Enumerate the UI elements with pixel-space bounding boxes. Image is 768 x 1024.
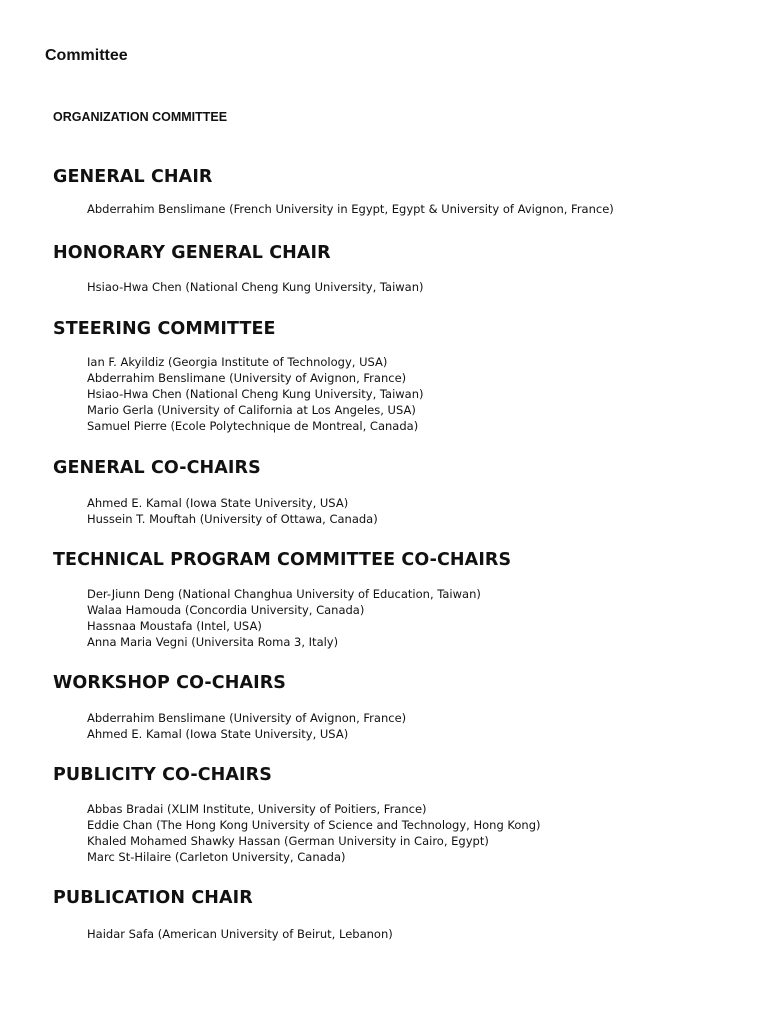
member-entry: Anna Maria Vegni (Universita Roma 3, Italy) xyxy=(87,634,339,649)
member-entry: Hsiao-Hwa Chen (National Cheng Kung University, Taiwan) xyxy=(87,386,424,401)
section-general-chair xyxy=(53,166,614,218)
member-entry: Walaa Hamouda (Concordia University, Canada) xyxy=(87,602,365,617)
section-general-co-chairs xyxy=(53,457,378,528)
section-heading: HONORARY GENERAL CHAIR xyxy=(53,243,331,263)
member-list xyxy=(53,587,511,651)
member-entry: Samuel Pierre (Ecole Polytechnique de Montreal, Canada) xyxy=(87,418,419,433)
section-heading: WORKSHOP CO-CHAIRS xyxy=(53,673,286,693)
member-list xyxy=(53,711,406,743)
member-entry: Der-Jiunn Deng (National Changhua University of Education, Taiwan) xyxy=(87,587,481,601)
member-list xyxy=(53,927,393,943)
member-entry: Hsiao-Hwa Chen (National Cheng Kung University, Taiwan) xyxy=(87,280,424,294)
member-entry: Abderrahim Benslimane (University of Avignon, France) xyxy=(87,711,407,725)
section-technical-program-committee-co-chairs xyxy=(53,549,511,651)
member-list xyxy=(53,802,540,866)
member-entry: Abderrahim Benslimane (French University in Egypt, Egypt & University of Avignon, France) xyxy=(87,202,614,216)
section-heading: PUBLICATION CHAIR xyxy=(53,888,253,908)
section-heading: GENERAL CHAIR xyxy=(53,167,213,187)
section-honorary-general-chair xyxy=(53,242,424,296)
member-entry: Haidar Safa (American University of Beirut, Lebanon) xyxy=(87,927,393,941)
member-list xyxy=(53,280,424,296)
member-list xyxy=(53,202,614,218)
page-title: Committee xyxy=(45,47,128,64)
member-entry: Ahmed E. Kamal (Iowa State University, USA) xyxy=(87,726,349,741)
member-entry: Hussein T. Mouftah (University of Ottawa, Canada) xyxy=(87,511,378,526)
section-publicity-co-chairs xyxy=(53,764,540,866)
section-heading: PUBLICITY CO-CHAIRS xyxy=(53,765,272,785)
member-entry: Abbas Bradai (XLIM Institute, University of Poitiers, France) xyxy=(87,802,427,816)
section-publication-chair xyxy=(53,887,393,943)
member-entry: Mario Gerla (University of California at Los Angeles, USA) xyxy=(87,402,416,417)
member-entry: Marc St-Hilaire (Carleton University, Canada) xyxy=(87,849,346,864)
section-heading: STEERING COMMITTEE xyxy=(53,319,276,339)
member-entry: Ahmed E. Kamal (Iowa State University, USA) xyxy=(87,496,349,510)
member-list xyxy=(53,496,378,528)
section-heading: TECHNICAL PROGRAM COMMITTEE CO-CHAIRS xyxy=(53,550,512,570)
section-steering-committee xyxy=(53,318,424,435)
member-entry: Hassnaa Moustafa (Intel, USA) xyxy=(87,618,262,633)
section-workshop-co-chairs xyxy=(53,672,406,743)
organization-committee-heading: ORGANIZATION COMMITTEE xyxy=(53,110,228,124)
member-list xyxy=(53,355,424,435)
member-entry: Khaled Mohamed Shawky Hassan (German University in Cairo, Egypt) xyxy=(87,833,489,848)
member-entry: Eddie Chan (The Hong Kong University of Science and Technology, Hong Kong) xyxy=(87,817,541,832)
member-entry: Abderrahim Benslimane (University of Avignon, France) xyxy=(87,370,407,385)
member-entry: Ian F. Akyildiz (Georgia Institute of Technology, USA) xyxy=(87,355,388,369)
section-heading: GENERAL CO-CHAIRS xyxy=(53,458,261,478)
